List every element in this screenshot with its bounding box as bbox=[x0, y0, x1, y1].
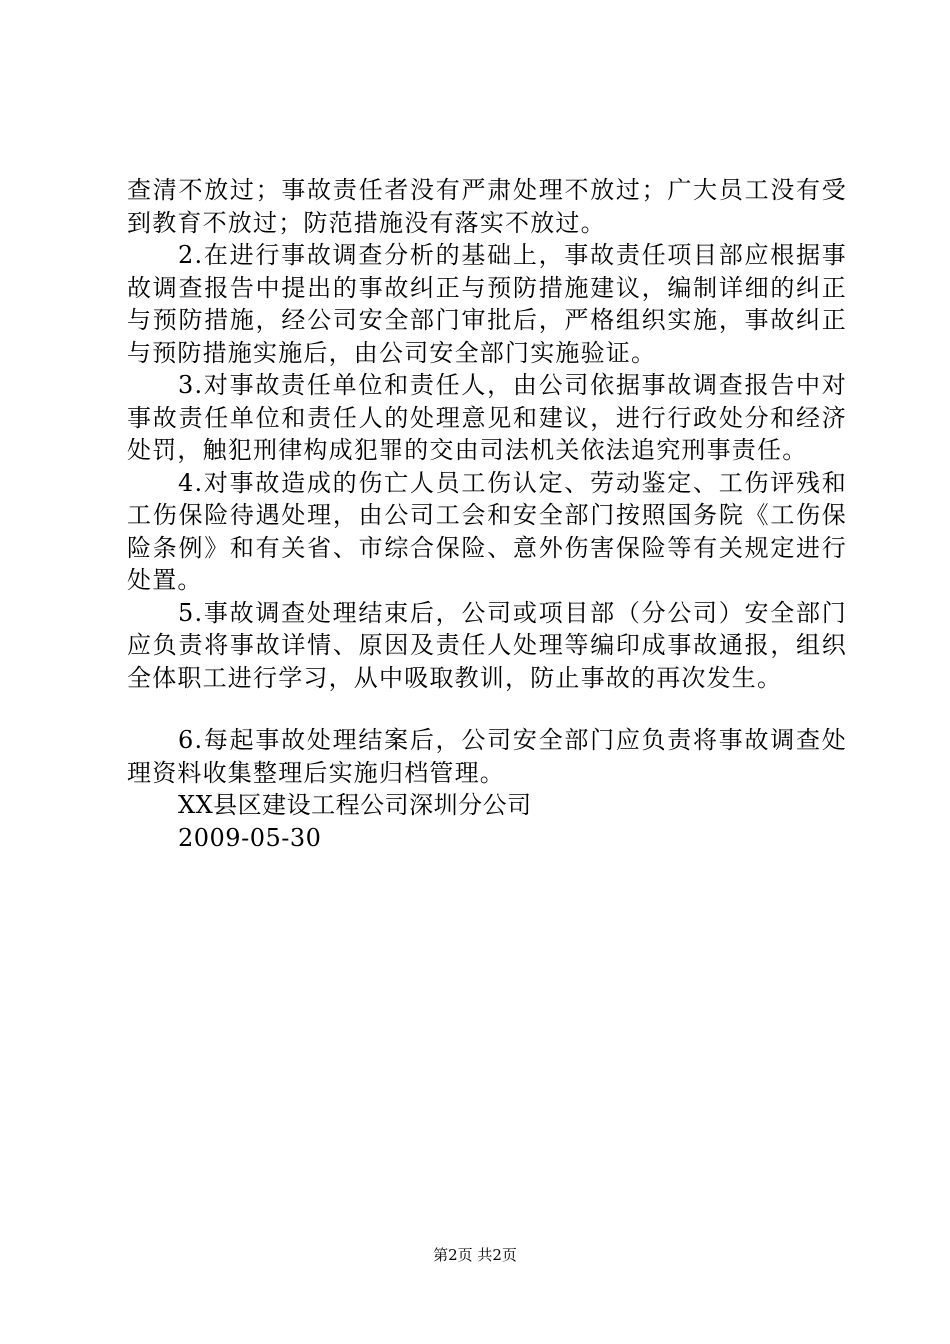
document-body bbox=[127, 174, 847, 854]
paragraph-item-5: 5.事故调查处理结束后，公司或项目部（分公司）安全部门应负责将事故详情、原因及责任人处理等编印成事故通报，组织全体职工进行学习，从中吸取教训，防止事故的再次发生。 bbox=[127, 598, 847, 692]
signature-organization: XX县区建设工程公司深圳分公司 bbox=[178, 791, 532, 819]
page-footer bbox=[0, 1244, 950, 1265]
paragraph-item-3: 3.对事故责任单位和责任人，由公司依据事故调查报告中对事故责任单位和责任人的处理意见和建议，进行行政处分和经济处罚，触犯刑律构成犯罪的交由司法机关依法追究刑事责任。 bbox=[127, 371, 847, 464]
paragraph-item-2: 2.在进行事故调查分析的基础上，事故责任项目部应根据事故调查报告中提出的事故纠正与预防措施建议，编制详细的纠正与预防措施，经公司安全部门审批后，严格组织实施，事故纠正与预防措施实施后，由公司安全部门实施验证。 bbox=[127, 241, 847, 367]
page-number-label: 第2页 共2页 bbox=[433, 1246, 517, 1264]
paragraph-item-4: 4.对事故造成的伤亡人员工伤认定、劳动鉴定、工伤评残和工伤保险待遇处理，由公司工会和安全部门按照国务院《工伤保险条例》和有关省、市综合保险、意外伤害保险等有关规定进行处置。 bbox=[127, 468, 847, 594]
signature-date: 2009-05-30 bbox=[178, 823, 322, 852]
paragraph-item-6: 6.每起事故处理结案后，公司安全部门应负责将事故调查处理资料收集整理后实施归档管理。 bbox=[127, 726, 847, 787]
paragraph-continuation: 查清不放过；事故责任者没有严肃处理不放过；广大员工没有受到教育不放过；防范措施没有落实不放过。 bbox=[127, 176, 847, 237]
